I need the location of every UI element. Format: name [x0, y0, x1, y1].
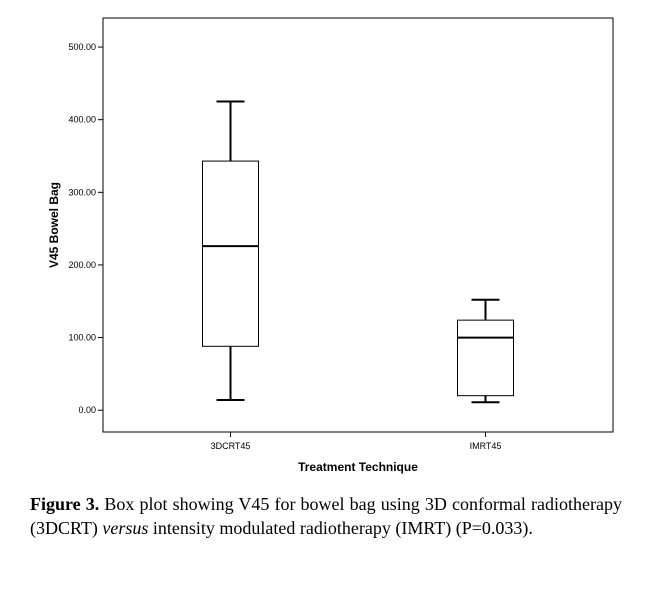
iqr-box: [458, 320, 514, 396]
y-axis: [68, 42, 103, 415]
caption-text-after: intensity modulated radiotherapy (IMRT) (P=0.033).: [148, 518, 533, 538]
y-tick-label: 500.00: [68, 42, 96, 53]
y-tick-label: 0.00: [78, 405, 96, 416]
x-tick-label: 3DCRT45: [210, 441, 251, 451]
caption-text-before: Box plot showing V45 for bowel bag using 3D conformal radiotherapy (3DCRT): [30, 494, 622, 538]
box-3DCRT45: [203, 102, 259, 401]
caption-emphasis: versus: [102, 518, 149, 538]
iqr-box: [203, 161, 259, 346]
y-tick-label: 200.00: [68, 259, 96, 270]
plot-area-frame: [103, 18, 613, 432]
y-tick-label: 100.00: [68, 332, 96, 343]
boxes-group: [203, 102, 514, 403]
y-tick-label: 400.00: [68, 114, 96, 125]
caption-label: Figure 3.: [30, 494, 100, 514]
y-tick-label: 300.00: [68, 187, 96, 198]
x-axis-title: Treatment Technique: [298, 460, 418, 474]
box-IMRT45: [458, 300, 514, 402]
x-axis: [211, 432, 502, 451]
figure-caption: [30, 492, 622, 540]
y-axis-title: V45 Bowel Bag: [47, 181, 61, 269]
x-tick-label: IMRT45: [469, 441, 502, 451]
